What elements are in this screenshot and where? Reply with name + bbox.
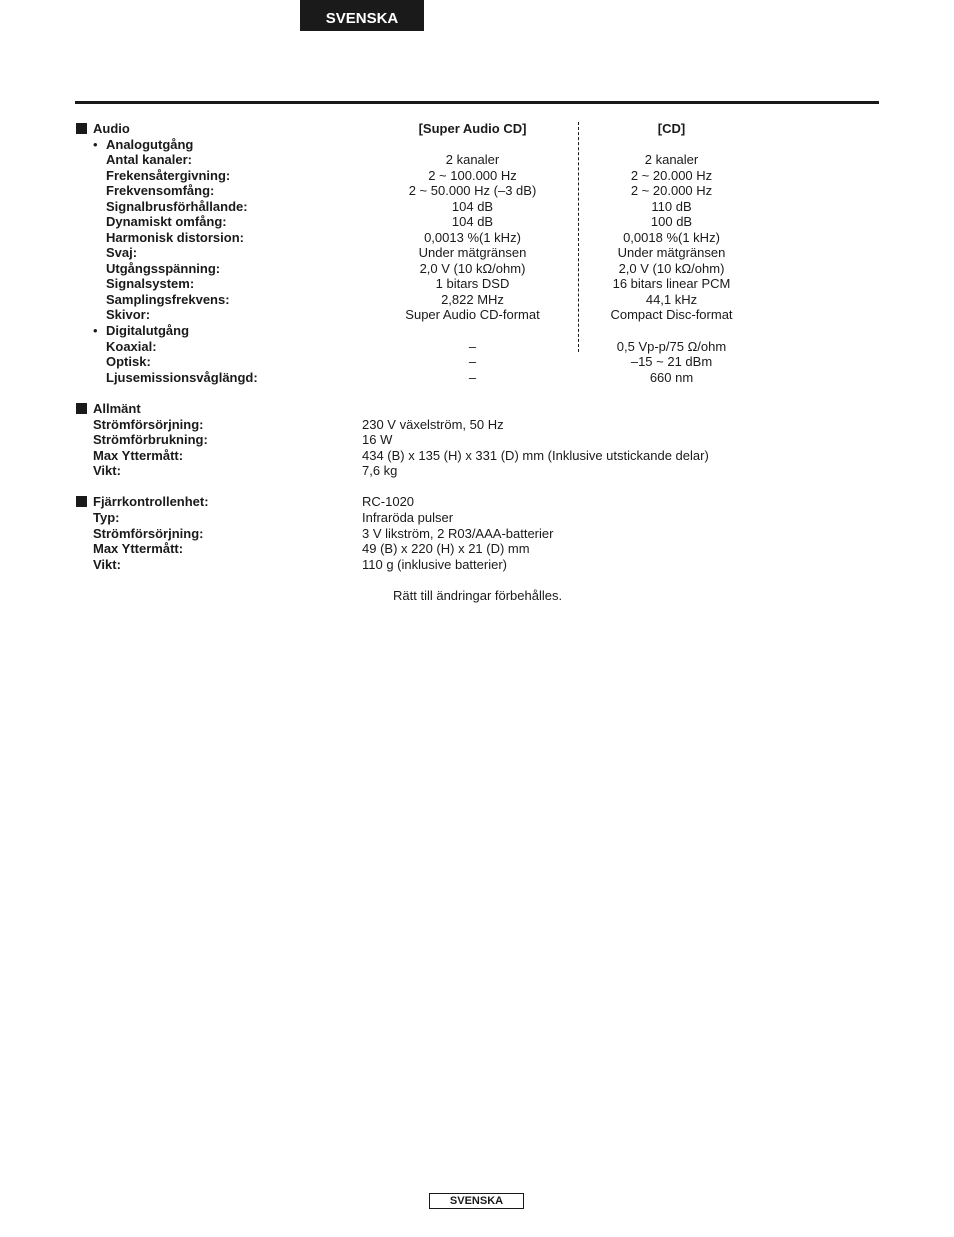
spec-row — [0, 510, 954, 526]
spec-value-sacd: 104 dB — [451, 199, 494, 214]
spec-value-sacd: 2 kanaler — [445, 152, 500, 167]
spec-value: 16 W — [362, 432, 393, 447]
spec-value-cd: 2 ~ 20.000 Hz — [630, 183, 713, 198]
remote-heading-row — [0, 494, 954, 510]
spec-label: Samplingsfrekvens: — [106, 292, 230, 307]
spec-label: Dynamiskt omfång: — [106, 214, 227, 229]
spec-value-cd: Compact Disc-format — [610, 307, 733, 322]
spec-label: Optisk: — [106, 354, 151, 369]
spec-label: Signalsystem: — [106, 276, 195, 291]
spec-label: Vikt: — [93, 463, 121, 478]
spec-label: Typ: — [93, 510, 120, 525]
spec-row — [0, 417, 954, 433]
remote-model: RC-1020 — [362, 494, 415, 509]
spec-value: 49 (B) x 220 (H) x 21 (D) mm — [362, 541, 530, 556]
bullet-dot-icon: • — [93, 137, 98, 152]
spec-value: 230 V växelström, 50 Hz — [362, 417, 504, 432]
column-divider — [578, 122, 579, 352]
spec-value-sacd: 2,0 V (10 kΩ/ohm) — [419, 261, 526, 276]
spec-label: Max Yttermått: — [93, 541, 184, 556]
spec-row — [0, 199, 954, 215]
spec-row — [0, 370, 954, 386]
spec-value-sacd: 2 ~ 50.000 Hz (–3 dB) — [408, 183, 537, 198]
spec-label: Strömförbrukning: — [93, 432, 208, 447]
spec-row — [0, 432, 954, 448]
spec-label: Frekensåtergivning: — [106, 168, 231, 183]
spec-value-cd: 2 ~ 20.000 Hz — [630, 168, 713, 183]
spec-label: Harmonisk distorsion: — [106, 230, 244, 245]
spec-label: Vikt: — [93, 557, 121, 572]
spec-label: Max Yttermått: — [93, 448, 184, 463]
spec-value-cd: 2,0 V (10 kΩ/ohm) — [618, 261, 725, 276]
spec-row — [0, 214, 954, 230]
spec-label: Strömförsörjning: — [93, 526, 204, 541]
square-bullet-icon — [76, 403, 87, 414]
general-heading-row — [0, 401, 954, 417]
bullet-dot-icon: • — [93, 323, 98, 338]
spec-value-sacd: 2,822 MHz — [441, 292, 504, 307]
spec-value-cd: 2 kanaler — [644, 152, 699, 167]
spec-label: Skivor: — [106, 307, 151, 322]
spec-row — [0, 448, 954, 464]
spec-row — [0, 245, 954, 261]
spec-value-cd: 660 nm — [649, 370, 694, 385]
spec-value-cd: 16 bitars linear PCM — [612, 276, 731, 291]
section-heading-audio: Audio — [93, 121, 130, 136]
spec-row — [0, 261, 954, 277]
spec-label: Signalbrusförhållande: — [106, 199, 248, 214]
spec-row — [0, 276, 954, 292]
language-tab-top: SVENSKA — [300, 0, 424, 31]
spec-value-sacd: – — [468, 354, 477, 369]
spec-value: 3 V likström, 2 R03/AAA-batterier — [362, 526, 554, 541]
header-rule — [75, 101, 879, 104]
spec-row — [0, 557, 954, 573]
spec-value-sacd: 1 bitars DSD — [435, 276, 510, 291]
spec-value-cd: 100 dB — [650, 214, 693, 229]
spec-value-sacd: 2 ~ 100.000 Hz — [428, 168, 517, 183]
spec-label: Frekvensomfång: — [106, 183, 215, 198]
language-tab-bottom: SVENSKA — [429, 1193, 524, 1209]
spec-value-sacd: – — [468, 339, 477, 354]
spec-row — [0, 307, 954, 323]
spec-value-sacd: – — [468, 370, 477, 385]
section-heading-remote: Fjärrkontrollenhet: — [93, 494, 209, 509]
spec-value-sacd: 104 dB — [451, 214, 494, 229]
spec-label: Antal kanaler: — [106, 152, 192, 167]
change-notice: Rätt till ändringar förbehålles. — [393, 588, 563, 603]
column-header-cd: [CD] — [657, 121, 686, 136]
spec-row — [0, 339, 954, 355]
spec-value: 110 g (inklusive batterier) — [362, 557, 507, 572]
spec-label: Utgångsspänning: — [106, 261, 221, 276]
spec-row — [0, 354, 954, 370]
spec-label: Ljusemissionsvåglängd: — [106, 370, 258, 385]
spec-row — [0, 463, 954, 479]
spec-row — [0, 183, 954, 199]
spec-row — [0, 292, 954, 308]
spec-value-cd: 0,5 Vp-p/75 Ω/ohm — [616, 339, 727, 354]
column-header-sacd: [Super Audio CD] — [418, 121, 527, 136]
spec-value-cd: 0,0018 %(1 kHz) — [623, 230, 720, 245]
subheading-digital: Digitalutgång — [106, 323, 190, 338]
spec-row — [0, 168, 954, 184]
audio-heading-row — [0, 121, 954, 137]
spec-value: 434 (B) x 135 (H) x 331 (D) mm (Inklusive utstickande delar) — [362, 448, 709, 463]
spec-value-cd: 110 dB — [651, 199, 692, 214]
digital-heading-row — [0, 323, 954, 339]
square-bullet-icon — [76, 496, 87, 507]
spec-value-sacd: Super Audio CD-format — [405, 307, 540, 322]
section-heading-general: Allmänt — [93, 401, 141, 416]
spec-row — [0, 230, 954, 246]
spec-value-cd: –15 ~ 21 dBm — [630, 354, 713, 369]
spec-value: Infraröda pulser — [362, 510, 454, 525]
analog-heading-row — [0, 137, 954, 153]
spec-label: Strömförsörjning: — [93, 417, 204, 432]
subheading-analog: Analogutgång — [106, 137, 194, 152]
spec-row — [0, 526, 954, 542]
spec-row — [0, 541, 954, 557]
spec-label: Koaxial: — [106, 339, 157, 354]
spec-label: Svaj: — [106, 245, 138, 260]
spec-value: 7,6 kg — [362, 463, 398, 478]
spec-value-cd: 44,1 kHz — [645, 292, 698, 307]
spec-value-sacd: Under mätgränsen — [418, 245, 527, 260]
spec-value-cd: Under mätgränsen — [617, 245, 726, 260]
spec-row — [0, 152, 954, 168]
square-bullet-icon — [76, 123, 87, 134]
spec-value-sacd: 0,0013 %(1 kHz) — [424, 230, 521, 245]
